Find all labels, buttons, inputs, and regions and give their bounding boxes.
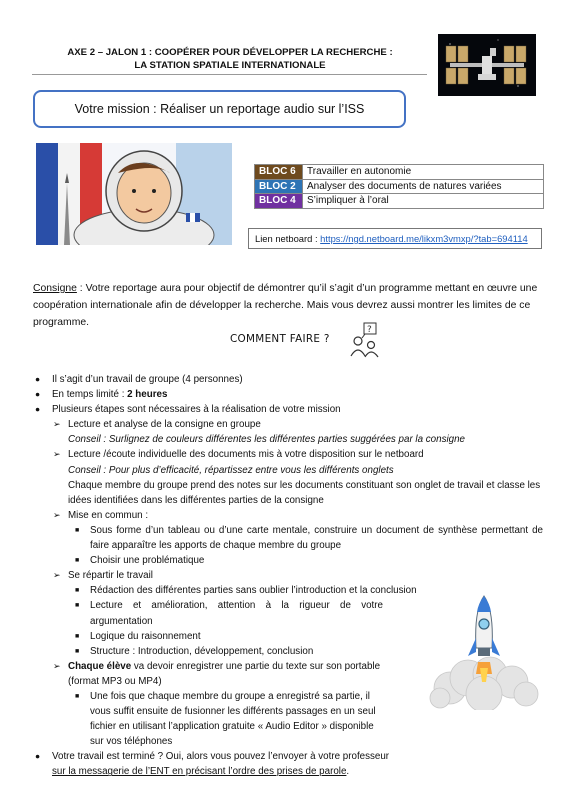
consigne-title: Consigne xyxy=(33,283,77,294)
list-item: ● Votre travail est terminé ? Oui, alors vous pouvez l’envoyer à votre professeur sur la messagerie de l’ENT en précisant l’ordre des prises de parole. xyxy=(35,751,390,778)
square-bullet-icon: ■ xyxy=(75,647,80,655)
arrow-bullet-icon: ➢ xyxy=(53,570,61,581)
bloc-row xyxy=(255,194,544,209)
bloc-label: Travailler en autonomie xyxy=(303,165,544,180)
square-bullet-icon: ■ xyxy=(75,526,80,534)
bullet-icon: ● xyxy=(35,751,41,762)
link-label: Lien netboard : xyxy=(255,233,321,244)
bloc-row xyxy=(255,165,544,180)
list-item: ➢ Chaque élève va devoir enregistrer une partie du texte sur son portable (format MP3 ou MP4) xyxy=(53,660,381,687)
conseil-text: Conseil : Surlignez de couleurs différentes les différentes parties suggérées par la consigne xyxy=(68,434,465,446)
list-item: ➢ Lecture /écoute individuelle des documents mis à votre disposition sur le netboard xyxy=(33,447,543,462)
square-bullet-icon: ■ xyxy=(75,632,80,640)
arrow-bullet-icon: ➢ xyxy=(53,449,61,460)
list-item: ■ Sous forme d’un tableau ou d’une carte mentale, construire un document de synthèse permettant de faire apparaître les apports de chaque membre du groupe xyxy=(75,524,543,552)
netboard-link[interactable]: https://ngd.netboard.me/likxm3vmxp/?tab=694114 xyxy=(320,233,528,244)
bloc-row xyxy=(255,179,544,194)
title-line-2: LA STATION SPATIALE INTERNATIONALE xyxy=(134,60,326,71)
conseil-text: Conseil : Pour plus d’efficacité, répartissez entre vous les différents onglets xyxy=(68,464,394,476)
arrow-bullet-icon: ➢ xyxy=(53,660,61,671)
list-item: ■ Logique du raisonnement xyxy=(33,629,543,644)
square-bullet-icon: ■ xyxy=(75,602,80,610)
arrow-bullet-icon: ➢ xyxy=(53,419,61,430)
rocket-illustration xyxy=(428,590,540,710)
list-item: ➢ Lecture et analyse de la consigne en groupe xyxy=(33,417,543,432)
svg-text:?: ? xyxy=(367,325,372,335)
steps-list xyxy=(33,372,543,780)
list-item: ■ Rédaction des différentes parties sans oublier l’introduction et la conclusion xyxy=(33,583,543,598)
list-item: ■ Lecture et amélioration, attention à la rigueur de votre argumentation xyxy=(75,600,383,627)
bloc-label: S’impliquer à l’oral xyxy=(303,194,544,209)
page-title xyxy=(40,46,420,72)
list-item: ➢ Se répartir le travail xyxy=(33,568,543,583)
bloc-code: BLOC 2 xyxy=(255,179,303,194)
bullet-icon: ● xyxy=(35,374,41,384)
square-bullet-icon: ■ xyxy=(75,557,80,565)
title-line-1: AXE 2 – JALON 1 : COOPÉRER POUR DÉVELOPPER LA RECHERCHE : xyxy=(67,47,393,58)
netboard-link-box xyxy=(248,228,542,249)
bloc-code: BLOC 4 xyxy=(255,194,303,209)
bloc-label: Analyser des documents de natures variées xyxy=(303,179,544,194)
list-item: ■ Une fois que chaque membre du groupe a enregistré sa partie, il vous suffit ensuite de fusionner les différents passages en un seul fichier en utilisant l’application gratuite « Audio Editor » disponible sur vos téléphones xyxy=(75,690,376,748)
question-person-icon xyxy=(350,322,380,358)
square-bullet-icon: ■ xyxy=(75,587,80,595)
list-item: ● En temps limité : 2 heures xyxy=(33,387,543,402)
header-divider xyxy=(32,74,427,75)
list-item: ➢ Mise en commun : xyxy=(33,508,543,523)
consigne-text: : Votre reportage aura pour objectif de démontrer qu’il s’agit d’un programme mettant en œuvre une coopération internationale afin de développer la recherche. Mais vous devrez aussi montrer les limites de ce programme. xyxy=(33,283,538,328)
list-item: ● Il s’agit d’un travail de groupe (4 personnes) xyxy=(33,372,543,387)
iss-photo xyxy=(438,34,536,96)
list-item: ■ Choisir une problématique xyxy=(33,553,543,568)
list-item: ● Plusieurs étapes sont nécessaires à la réalisation de votre mission xyxy=(33,402,543,417)
list-item: ■ Structure : Introduction, développement, conclusion xyxy=(33,644,543,659)
astronaut-illustration xyxy=(36,143,232,245)
competence-table xyxy=(254,164,544,209)
mission-box: Votre mission : Réaliser un reportage audio sur l’ISS xyxy=(33,90,406,128)
comment-faire-heading: COMMENT FAIRE ? xyxy=(230,333,330,345)
square-bullet-icon: ■ xyxy=(75,692,80,700)
bloc-code: BLOC 6 xyxy=(255,165,303,180)
bullet-icon: ● xyxy=(35,389,41,400)
paragraph: Chaque membre du groupe prend des notes sur les documents constituant son onglet de travail et classe les idées identifiées dans les différentes parties de la consigne xyxy=(68,479,541,506)
arrow-bullet-icon: ➢ xyxy=(53,509,61,520)
consigne-paragraph xyxy=(33,280,538,331)
bullet-icon: ● xyxy=(35,404,41,415)
